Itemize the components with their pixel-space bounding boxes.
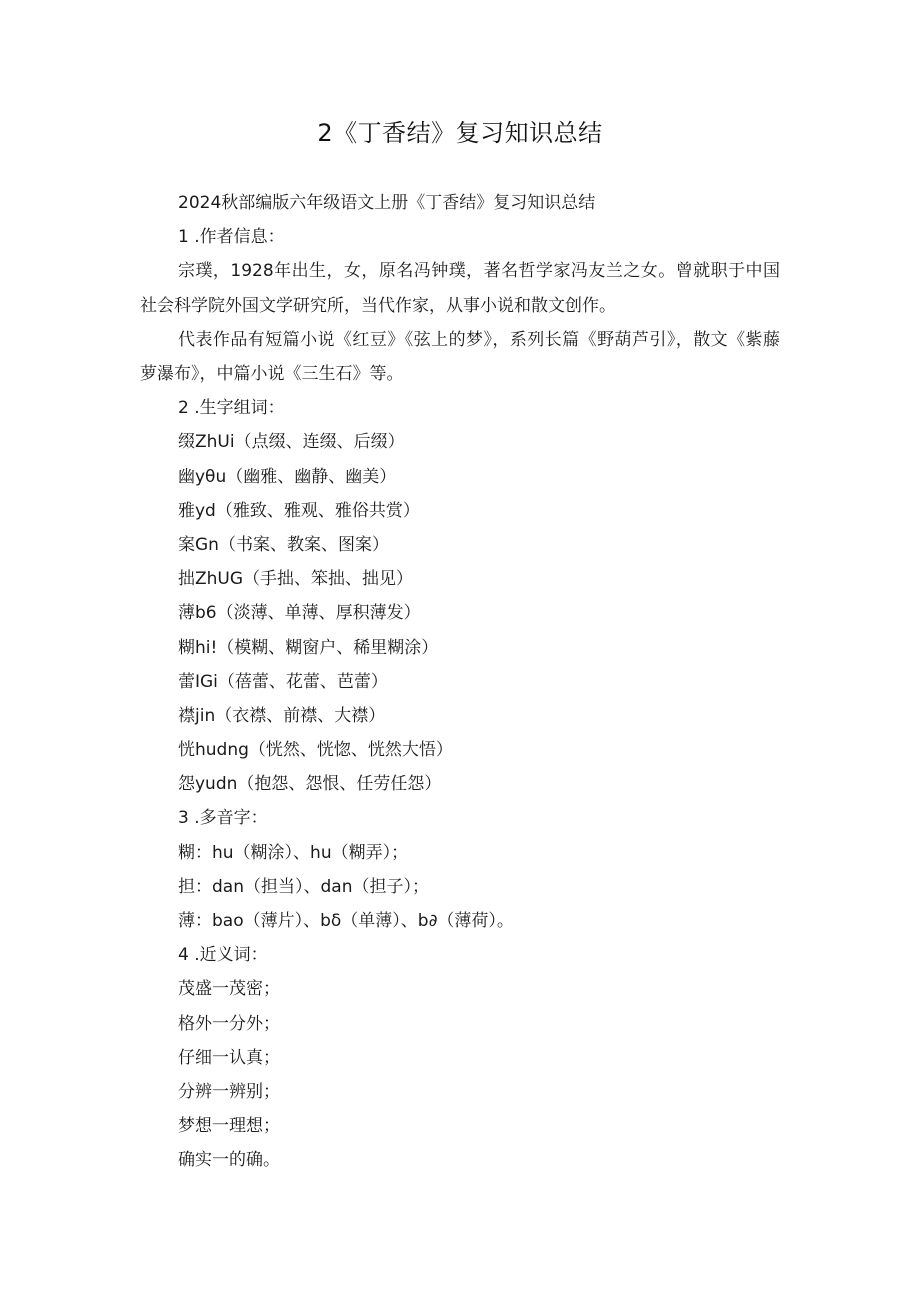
works-paragraph: 代表作品有短篇小说《红豆》《弦上的梦》，系列长篇《野葫芦引》，散文《紫藤萝瀑布》，中篇小说《三生石》等。 [140, 329, 780, 384]
character-item: 怨yudn（抱怨、怨恨、任劳任怨） [178, 774, 442, 795]
polyphone-item: 糊：hu（糊涂）、hu（糊弄）； [178, 842, 409, 863]
character-item: 幽yθu（幽雅、幽静、幽美） [178, 466, 397, 487]
character-item: 缀ZhUi（点缀、连缀、后缀） [178, 432, 405, 453]
character-item: 拙ZhUG（手拙、笨拙、拙见） [178, 569, 414, 590]
section-heading-characters: 2 .生字组词： [178, 398, 285, 419]
synonym-item: 茂盛一茂密； [178, 979, 280, 1000]
character-item: 糊hi!（模糊、糊窗户、稀里糊涂） [178, 637, 439, 658]
document-body [140, 186, 780, 1178]
character-item: 薄b6（淡薄、单薄、厚积薄发） [178, 603, 421, 624]
document-title: 2《丁香结》复习知识总结 [317, 119, 603, 147]
character-item: 雅yd（雅致、雅观、雅俗共赏） [178, 500, 420, 521]
section-heading-synonyms: 4 .近义词： [178, 945, 268, 966]
character-item: 案Gn（书案、教案、图案） [178, 534, 389, 555]
author-paragraph: 宗璞，1928年出生，女，原名冯钟璞，著名哲学家冯友兰之女。曾就职于中国社会科学院外国文学研究所，当代作家，从事小说和散文创作。 [140, 261, 780, 316]
polyphone-item: 薄：bao（薄片）、bδ（单薄）、b∂（薄荷）。 [178, 911, 514, 931]
section-heading-polyphones: 3 .多音字： [178, 808, 268, 829]
synonym-item: 格外一分外； [178, 1013, 280, 1034]
character-item: 襟jin（衣襟、前襟、大襟） [178, 705, 386, 726]
intro-line: 2024秋部编版六年级语文上册《丁香结》复习知识总结 [178, 193, 596, 213]
synonym-item: 梦想一理想； [178, 1116, 280, 1137]
synonym-item: 确实一的确。 [178, 1150, 280, 1171]
character-item: 蕾IGi（蓓蕾、花蕾、芭蕾） [178, 671, 388, 692]
section-heading-author: 1 .作者信息： [178, 227, 285, 248]
synonym-item: 分辨一辨别； [178, 1081, 280, 1102]
polyphone-item: 担：dan（担当）、dan（担子）； [178, 876, 429, 897]
character-item: 恍hudng（恍然、恍惚、恍然大悟） [178, 740, 453, 761]
synonym-item: 仔细一认真； [178, 1047, 280, 1068]
